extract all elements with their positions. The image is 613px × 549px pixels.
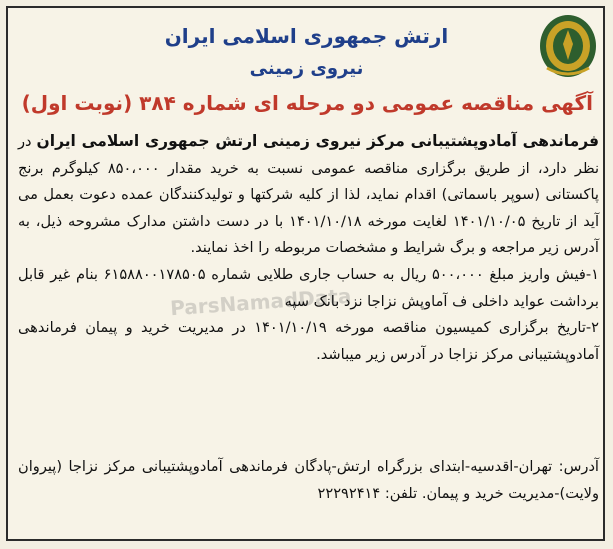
- organization-title: ارتش جمهوری اسلامی ایران: [164, 24, 449, 48]
- address-section: [18, 454, 599, 507]
- army-emblem-icon: [537, 10, 599, 80]
- address-text: آدرس: تهران-اقدسیه-ابتدای بزرگراه ارتش-پادگان فرماندهی آمادوپشتیبانی مرکز نزاجا (پیروان ولایت)-مدیریت خرید و پیمان. تلفن: ۲۲۲۹۲۴۱۴: [18, 458, 599, 502]
- intro-paragraph: [18, 128, 599, 262]
- branch-title: نیروی زمینی: [249, 58, 364, 79]
- tender-headline: آگهی مناقصه عمومی دو مرحله ای شماره ۳۸۴ (نوبت اول): [21, 91, 593, 115]
- notice-body: [18, 128, 599, 368]
- requirement-item-2: ۲-تاریخ برگزاری کمیسیون مناقصه مورخه ۱۴۰۱/۱۰/۱۹ در مدیریت خرید و پیمان فرماندهی آمادوپشتیبانی مرکز نزاجا در آدرس زیر میباشد.: [18, 319, 599, 363]
- intro-text: در نظر دارد، از طریق برگزاری مناقصه عمومی نسبت به خرید مقدار ۸۵۰،۰۰۰ کیلوگرم برنج پاکستانی (سوپر باسماتی) اقدام نماید، لذا از کلیه شرکتها و تولیدکنندگان عمده دعوت بعمل می آید از تاریخ ۱۴۰۱/۱۰/۰۵ لغایت مورخه ۱۴۰۱/۱۰/۱۸ با در دست داشتن مدارک مشروحه ذیل، به آدرس زیر مراجعه و برگ شرایط و مشخصات مربوطه را اخذ نمایند.: [18, 133, 600, 257]
- requirement-item-1: ۱-فیش واریز مبلغ ۵۰۰،۰۰۰ ریال به حساب جاری طلایی شماره ۶۱۵۸۸۰۰۱۷۸۵۰۵ بنام غیر قابل برداشت عواید داخلی ف آماوپش نزاجا نزد بانک سپه: [18, 265, 599, 310]
- intro-lead: فرماندهی آمادوپشتیبانی مرکز نیروی زمینی ارتش جمهوری اسلامی ایران: [36, 132, 600, 150]
- watermark-text: ParsNamadData: [169, 283, 353, 321]
